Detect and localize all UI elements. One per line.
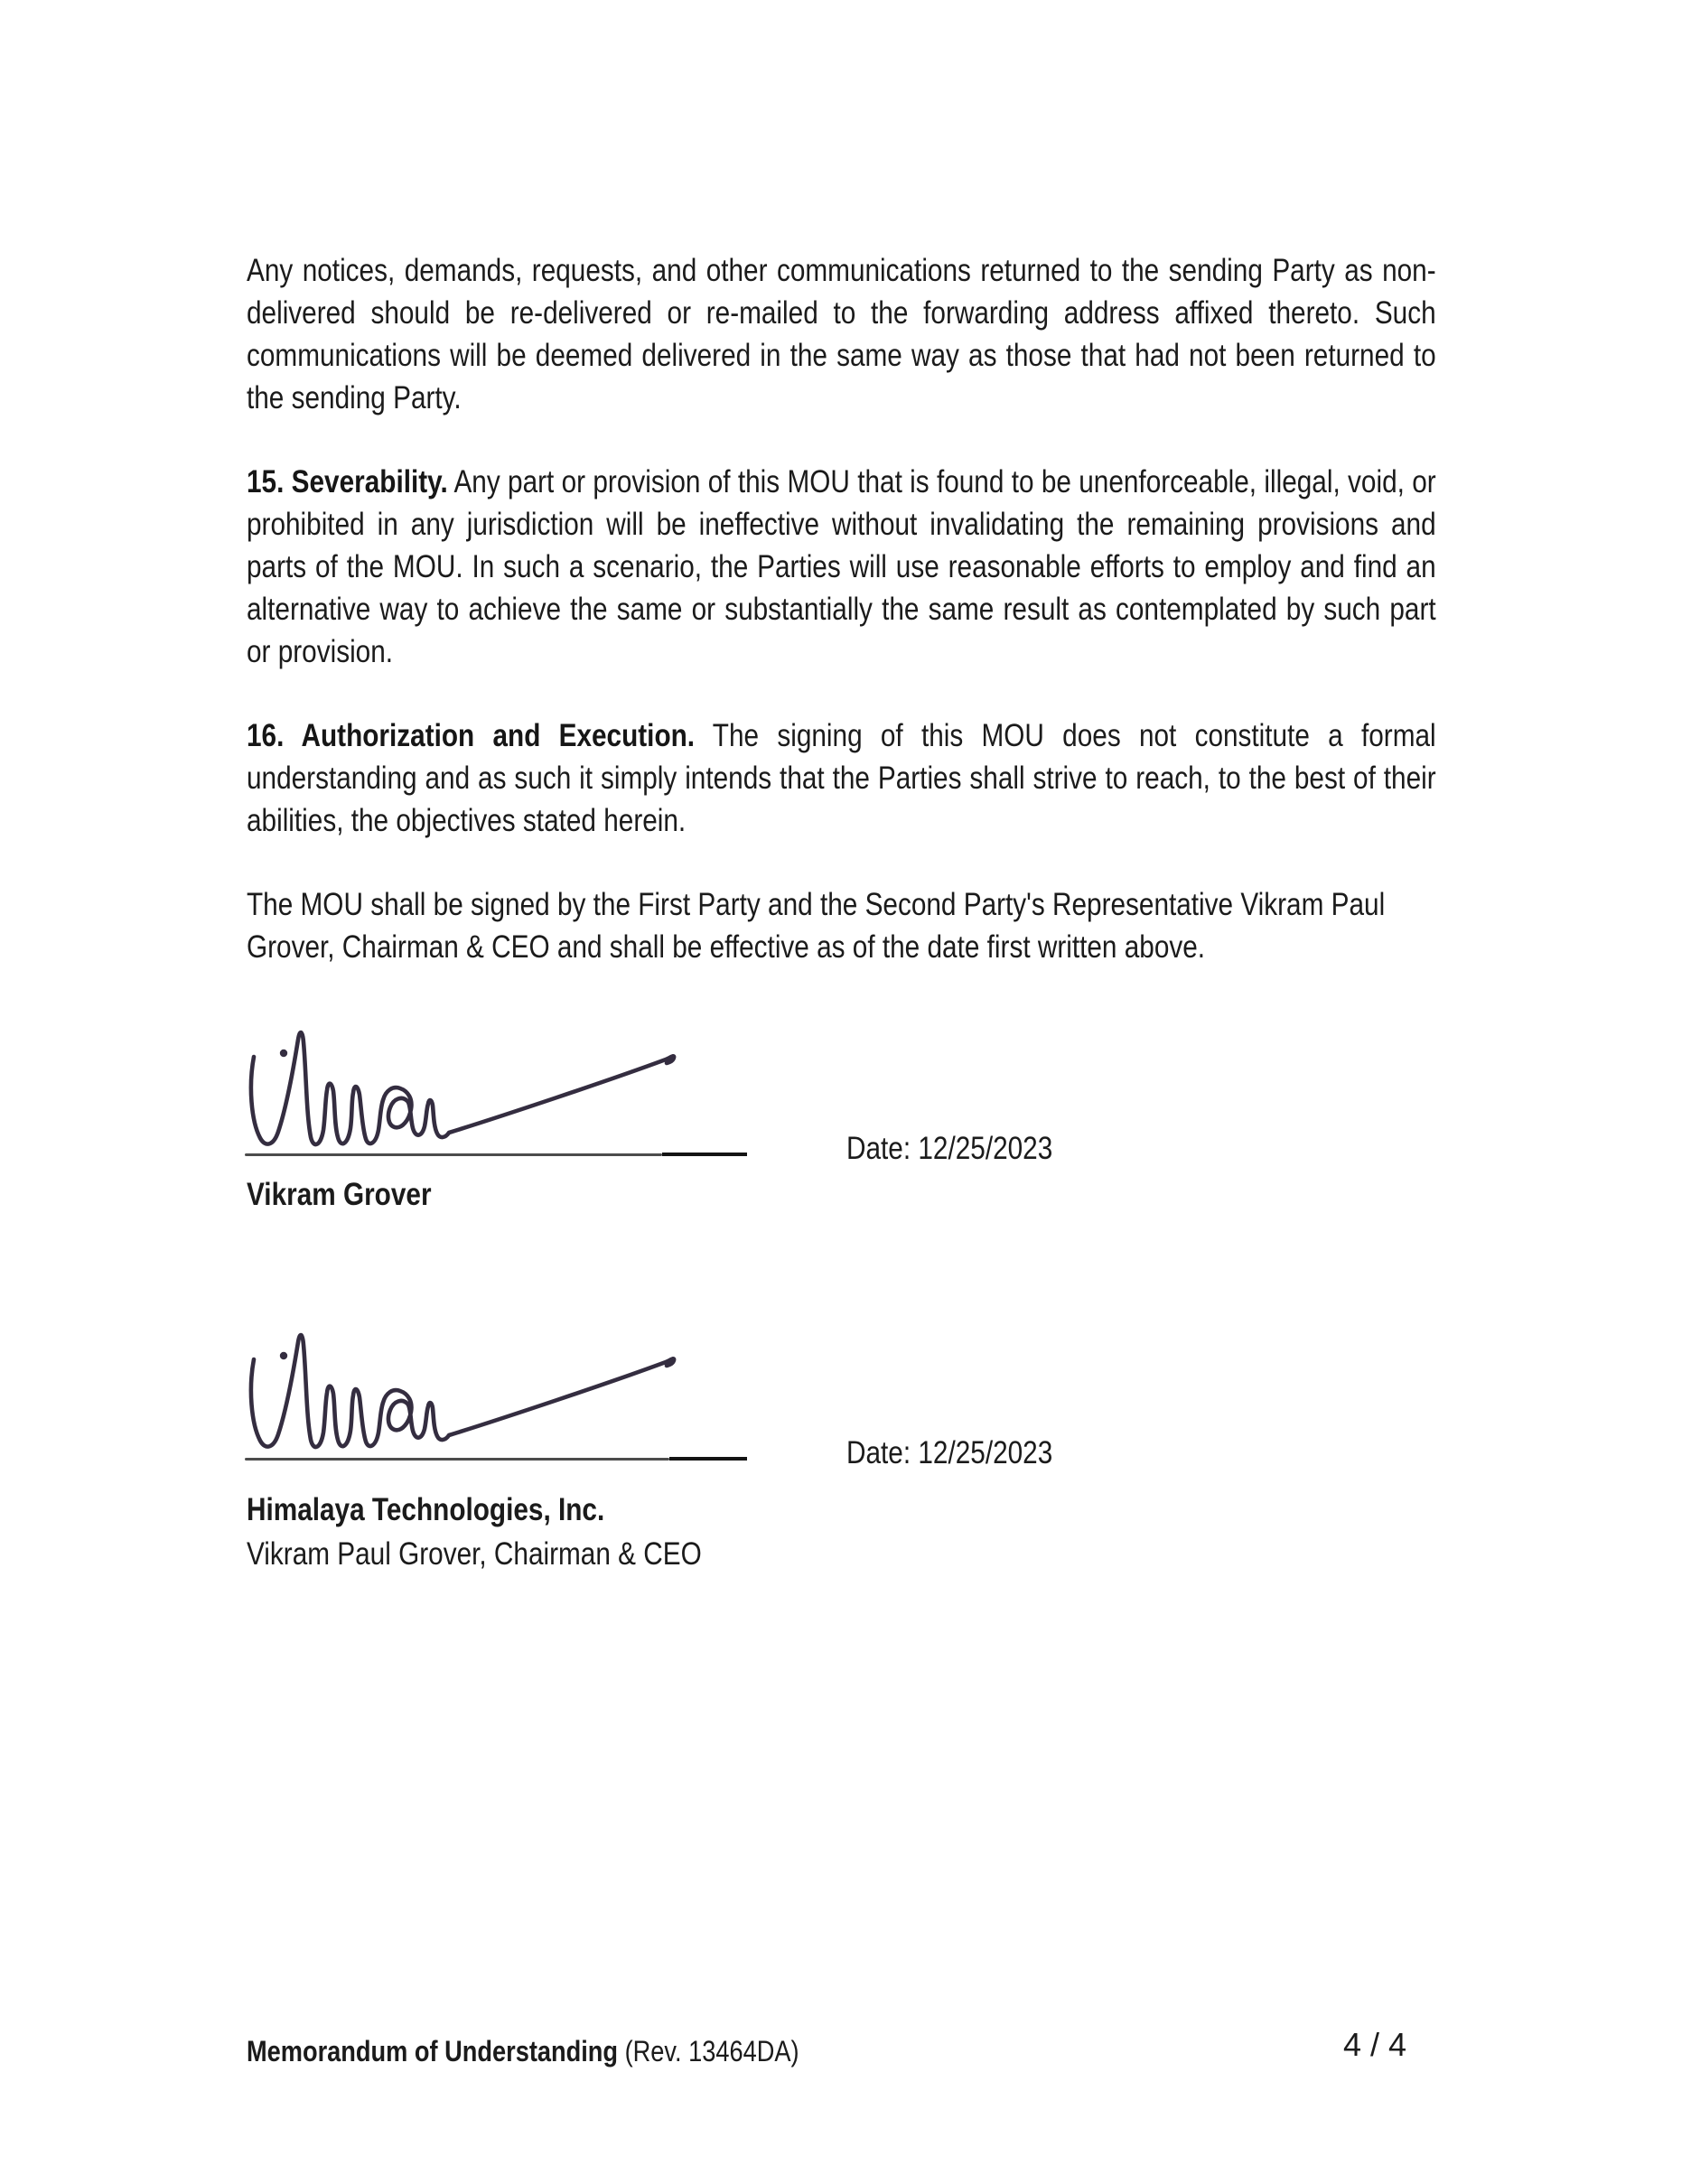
date-label: Date: 12/25/2023 bbox=[846, 1131, 1053, 1166]
paragraph-text: Any notices, demands, requests, and other communications returned to the sending Party as non-delivered should be re-delivered or re-mailed to the forwarding address affixed thereto. Such communications will be deemed delivered in the same way as those that had not been returned to the sending Party. bbox=[247, 253, 1436, 415]
signature-line-extension bbox=[662, 1153, 747, 1156]
date-label: Date: 12/25/2023 bbox=[846, 1435, 1053, 1470]
signature-line-extension bbox=[669, 1457, 747, 1461]
paragraph-text: The signing of this MOU does not constitute a formal understanding and as such it simply intends that the Parties shall strive to reach, to the best of their abilities, the objectives stated herein. bbox=[247, 718, 1436, 838]
footer-document-title: Memorandum of Understanding bbox=[247, 2035, 619, 2067]
paragraph-authorization bbox=[247, 714, 1436, 842]
signature-line bbox=[245, 1458, 669, 1461]
signature-ink-dot bbox=[280, 1050, 287, 1057]
section-15-heading: 15. Severability. bbox=[247, 464, 448, 499]
page-number-indicator: 4 / 4 bbox=[1343, 2026, 1407, 2063]
signature-stroke bbox=[251, 1032, 674, 1144]
paragraph-text: The MOU shall be signed by the First Party and the Second Party's Representative Vikram Paul Grover, Chairman & CEO and shall be effective as of the date first written above. bbox=[247, 887, 1386, 965]
paragraph-signing-statement bbox=[247, 883, 1436, 968]
footer bbox=[247, 2034, 799, 2068]
signatory-name: Vikram Grover bbox=[247, 1177, 432, 1212]
signature-ink-dot bbox=[280, 1352, 287, 1359]
footer-revision-label: (Rev. 13464DA) bbox=[624, 2035, 799, 2067]
company-name: Himalaya Technologies, Inc. bbox=[247, 1492, 605, 1527]
paragraph-notices bbox=[247, 249, 1436, 419]
signature-line bbox=[245, 1153, 662, 1156]
signature-image bbox=[230, 1012, 687, 1161]
signature-stroke bbox=[251, 1335, 674, 1447]
section-16-heading: 16. Authorization and Execution. bbox=[247, 718, 696, 753]
paragraph-text: Any part or provision of this MOU that is found to be unenforceable, illegal, void, or prohibited in any jurisdiction will be ineffective without invalidating the remaining provisions and parts of the MOU. In such a scenario, the Parties will use reasonable efforts to employ and find an alternative way to achieve the same or substantially the same result as contemplated by such part or provision. bbox=[247, 464, 1436, 669]
document-body bbox=[247, 249, 1436, 1010]
paragraph-severability bbox=[247, 461, 1436, 673]
signature-image bbox=[230, 1314, 687, 1463]
signatory-name-title: Vikram Paul Grover, Chairman & CEO bbox=[247, 1536, 702, 1572]
